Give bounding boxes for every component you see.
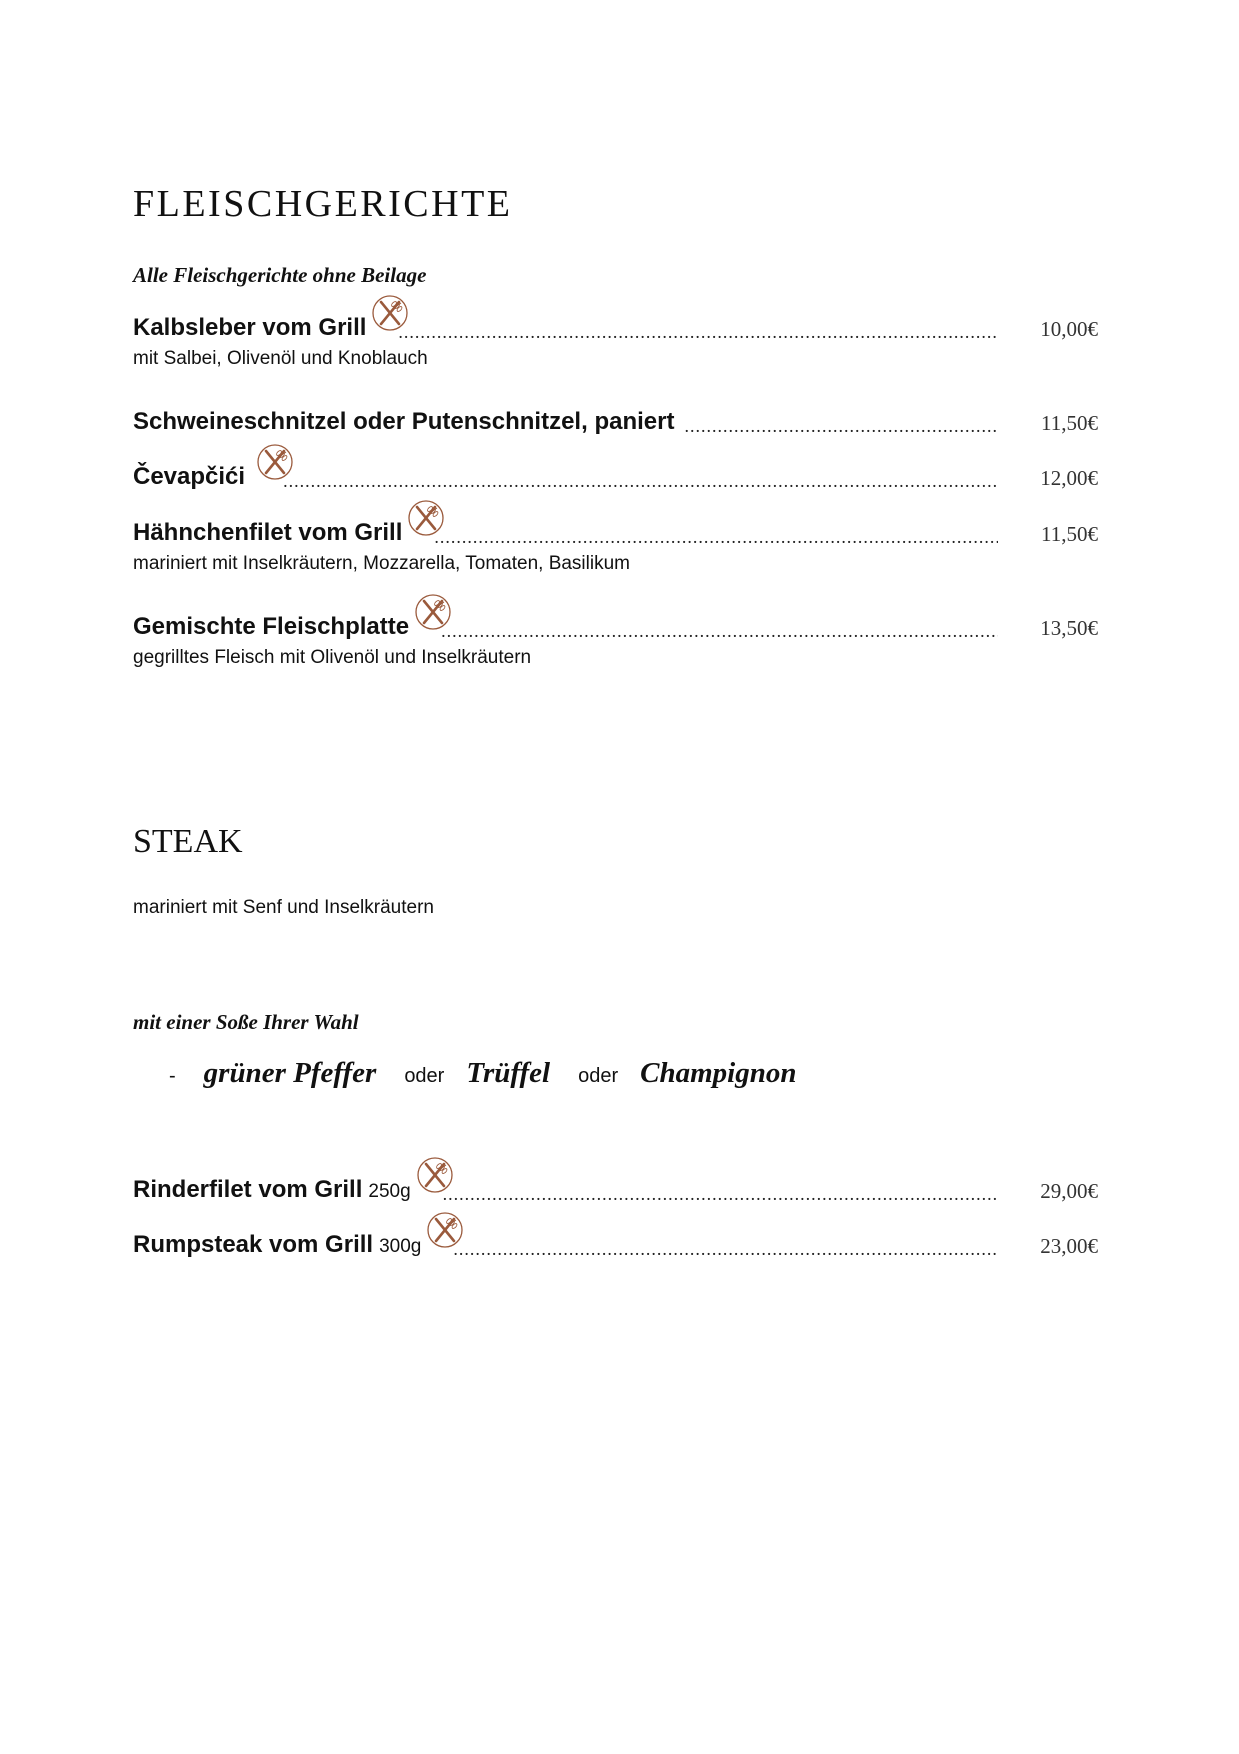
dot-leader [443, 1183, 998, 1205]
sauce-separator: oder [578, 1065, 619, 1087]
dish-name: Kalbsleber vom Grill [133, 314, 367, 341]
section-title-steak: STEAK [133, 823, 243, 860]
gluten-free-icon [406, 498, 446, 538]
dish-name: Schweineschnitzel oder Putenschnitzel, paniert [133, 408, 675, 435]
dot-leader [283, 470, 998, 492]
dish-description: mariniert mit Inselkräutern, Mozzarella, Tomaten, Basilikum [133, 553, 630, 574]
section-note: Alle Fleischgerichte ohne Beilage [133, 263, 427, 287]
section-title-fleischgerichte: FLEISCHGERICHTE [133, 183, 513, 225]
dish-price: 13,50€ [1040, 616, 1098, 640]
dish-name: Rumpsteak vom Grill [133, 1231, 374, 1258]
menu-item [133, 313, 1098, 343]
gluten-free-icon [370, 293, 410, 333]
menu-item [133, 407, 1098, 437]
dish-price: 29,00€ [1040, 1179, 1098, 1203]
gluten-free-icon [413, 592, 453, 632]
gluten-free-icon [425, 1210, 465, 1250]
menu-item [133, 518, 1098, 548]
menu-item [133, 612, 1098, 642]
menu-item [133, 1175, 1098, 1205]
dish-price: 12,00€ [1040, 466, 1098, 490]
gluten-free-icon [255, 442, 295, 482]
dot-leader [441, 620, 998, 642]
sauce-options [169, 1057, 797, 1090]
dot-leader [398, 321, 998, 343]
gluten-free-icon [415, 1155, 455, 1195]
dish-price: 10,00€ [1040, 317, 1098, 341]
dish-weight: 250g [368, 1181, 411, 1202]
sauce-option: Trüffel [466, 1057, 551, 1089]
sauce-option: Champignon [640, 1057, 797, 1089]
dot-leader [453, 1238, 998, 1260]
steak-marinade: mariniert mit Senf und Inselkräutern [133, 897, 434, 918]
dish-name: Čevapčići [133, 463, 246, 490]
list-dash: - [169, 1065, 176, 1087]
dish-price: 23,00€ [1040, 1234, 1098, 1258]
sauce-separator: oder [404, 1065, 445, 1087]
dish-name: Rinderfilet vom Grill [133, 1176, 363, 1203]
dish-price: 11,50€ [1041, 522, 1098, 546]
dish-price: 11,50€ [1041, 411, 1098, 435]
dish-description: mit Salbei, Olivenöl und Knoblauch [133, 348, 428, 369]
dish-name: Gemischte Fleischplatte [133, 613, 410, 640]
menu-item [133, 1230, 1098, 1260]
dish-name: Hähnchenfilet vom Grill [133, 519, 403, 546]
sauce-option: grüner Pfeffer [203, 1057, 377, 1089]
sauce-note: mit einer Soße Ihrer Wahl [133, 1010, 359, 1034]
dish-weight: 300g [379, 1236, 422, 1257]
dot-leader [684, 415, 998, 437]
menu-item [133, 462, 1098, 492]
dot-leader [434, 526, 998, 548]
dish-description: gegrilltes Fleisch mit Olivenöl und Inselkräutern [133, 647, 532, 668]
